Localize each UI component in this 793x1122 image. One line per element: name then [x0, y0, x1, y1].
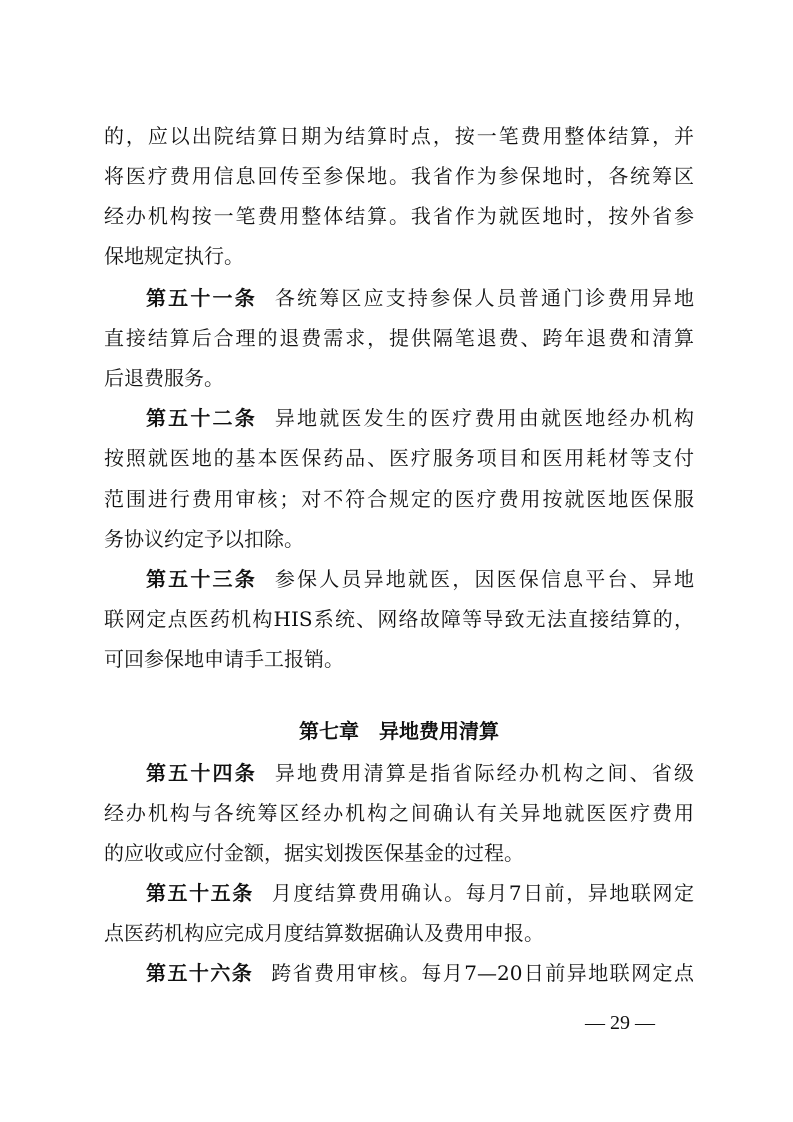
text-line: 可回参保地申请手工报销。 [104, 647, 344, 671]
article-text: 异地费用清算是指省际经办机构之间、省级 [274, 761, 694, 785]
text-line: 经办机构按一笔费用整体结算。我省作为就医地时，按外省参 [104, 204, 694, 228]
article-text: 参保人员异地就医，因医保信息平台、异地 [274, 567, 694, 591]
article-text: 月度结算费用确认。每月7日前，异地联网定 [271, 881, 694, 905]
text-line: 直接结算后合理的退费需求，提供隔笔退费、跨年退费和清算 [104, 326, 694, 350]
article-number: 第五十六条 [146, 961, 254, 985]
text-line: 务协议约定予以扣除。 [104, 527, 304, 551]
text-line: 按照就医地的基本医保药品、医疗服务项目和医用耗材等支付 [104, 446, 694, 470]
text-line: 保地规定执行。 [104, 244, 244, 268]
article-56-first-line [146, 960, 694, 986]
article-53-first-line [146, 566, 694, 592]
article-number: 第五十三条 [146, 567, 257, 591]
page-number: — 29 — [585, 1012, 655, 1034]
text-line: 点医药机构应完成月度结算数据确认及费用申报。 [104, 921, 544, 945]
article-text: 各统筹区应支持参保人员普通门诊费用异地 [274, 286, 694, 310]
text-line: 的应收或应付金额，据实划拨医保基金的过程。 [104, 841, 524, 865]
article-number: 第五十四条 [146, 761, 257, 785]
text-line: 经办机构与各统筹区经办机构之间确认有关异地就医医疗费用 [104, 801, 694, 825]
text-line: 后退费服务。 [104, 366, 224, 390]
article-51-first-line [146, 285, 694, 311]
chapter-heading: 第七章 异地费用清算 [299, 719, 499, 743]
article-text: 异地就医发生的医疗费用由就医地经办机构 [274, 406, 694, 430]
text-line: 联网定点医药机构HIS系统、网络故障等导致无法直接结算的， [104, 607, 694, 631]
article-54-first-line [146, 760, 694, 786]
text-line: 的，应以出院结算日期为结算时点，按一笔费用整体结算，并 [104, 124, 694, 148]
text-line: 范围进行费用审核；对不符合规定的医疗费用按就医地医保服 [104, 487, 694, 511]
article-55-first-line [146, 880, 694, 906]
article-52-first-line [146, 405, 694, 431]
text-line: 将医疗费用信息回传至参保地。我省作为参保地时，各统筹区 [104, 164, 694, 188]
article-number: 第五十二条 [146, 406, 257, 430]
article-number: 第五十一条 [146, 286, 257, 310]
article-text: 跨省费用审核。每月7—20日前异地联网定点 [271, 961, 694, 985]
article-number: 第五十五条 [146, 881, 254, 905]
